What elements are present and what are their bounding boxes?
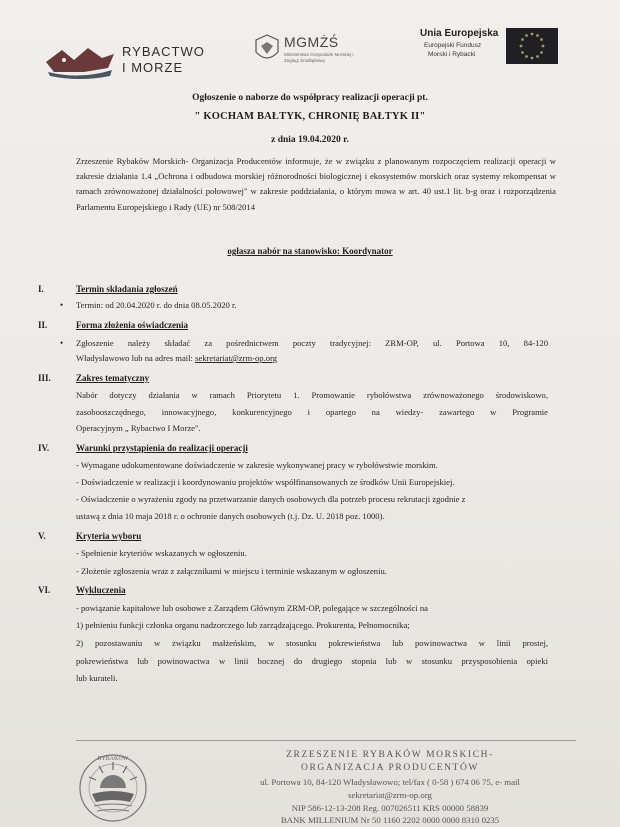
rybactwo-logo-line2: I MORZE [122,60,184,75]
email-link[interactable]: sekretariat@zrm-op.org [195,353,278,363]
footer-address: ul. Portowa 10, 84-120 Władysławowo; tel/fax ( 0-58 ) 674 06 75, e- mail [260,777,520,787]
ministry-emblem-icon [254,34,280,64]
section-line: 1) pełnieniu funkcji członka organu nadzorczego lub zarządzającego. Prokurenta, Pełnomocnika; [76,620,410,630]
section-number: V. [38,531,46,541]
ministry-logo-subtitle: Ministerstwo Gospodarki Morskiej i Żeglugi Śródlądowej [284,52,354,63]
position-announcement-text: ogłasza nabór na stanowisko: Koordynator [227,246,393,256]
section-line: - powiązanie kapitałowe lub osobowe z Zarządem Głównym ZRM-OP, polegające w szczególności na [76,603,428,613]
seal-sun-icon [70,748,156,824]
section-number: VI. [38,585,51,595]
section-line [76,353,277,363]
rybactwo-logo [44,38,234,86]
section-line: Nabór dotyczy działania w ramach Priorytetu 1. Promowanie rybołówstwa zrównoważonego środowiskowo, [76,390,548,400]
announcement-date: z dnia 19.04.2020 r. [271,135,349,145]
section-line: Operacyjnym „ Rybactwo I Morze". [76,423,201,433]
section-line: - Wymagane udokumentowane doświadczenie w zakresie wykonywanej pracy w rybołówstwie morskim. [76,460,438,470]
intro-paragraph: Zrzeszenie Rybaków Morskich- Organizacja Producentów informuje, że w związku z planowanym rozpoczęciem realizacji operacji w zakresie działania 1.4 „Ochrona i odbudowa morskiej różnorodności biologicznej i ekosystemów morskich oraz systemy rekompensat w ramach zrównoważonej działalności połowowej" w zakresie poddziałania, o którym mowa w art. 40 ust.1 lit. b-g oraz i rozporządzenia Parlamentu Europejskiego i Rady (UE) nr 508/2014 [76,156,556,212]
section-number: III. [38,373,51,383]
section-line: - Doświadczenie w realizacji i koordynowaniu projektów współfinansowanych ze środków Unii Europejskiej. [76,477,455,487]
section-bullet: Termin: od 20.04.2020 r. do dnia 08.05.2020 r. [76,300,237,310]
eu-logo-line2: Europejski Fundusz [424,42,482,49]
section-title: Warunki przystąpienia do realizacji operacji [76,443,248,453]
section-line: lub kurateli. [76,673,118,683]
section-title: Wykluczenia [76,585,126,595]
section-line: zasobooszczędnego, innowacyjnego, konkurencyjnego i opartego na wiedzy- zawartego w Programie [76,407,548,417]
footer-org-line2: ORGANIZACJA PRODUCENTÓW [301,763,479,773]
section-title: Termin składania zgłoszeń [76,284,178,294]
ministry-logo [254,32,364,76]
section-title: Forma złożenia oświadczenia [76,320,188,330]
section-line: Zgłoszenie należy składać za pośrednictwem poczty tradycyjnej: ZRM-OP, ul. Portowa 10, 84-120 [76,338,548,348]
footer-org-line1: ZRZESZENIE RYBAKÓW MORSKICH- [286,750,494,760]
eu-logo [414,28,594,78]
section-title: Kryteria wyboru [76,531,142,541]
footer-divider [76,740,576,741]
ministry-logo-name: MGMŻŚ [284,34,339,50]
fish-boat-icon [44,42,116,82]
bullet-icon: • [60,338,64,348]
bullet-icon: • [60,300,64,310]
section-line: - Oświadczenie o wyrażeniu zgody na przetwarzanie danych osobowych dla potrzeb procesu rekrutacji zgodnie z [76,494,466,504]
section-line: pokrewieństwa lub powinowactwa w linii bocznej do drugiego stopnia lub w stosunku przysposobienia opieki [76,656,548,666]
footer-email[interactable]: sekretariat@zrm-op.org [348,790,432,800]
project-title: " KOCHAM BAŁTYK, CHRONIĘ BAŁTYK II" [194,111,426,122]
seal-text: RYBAKÓW [97,756,129,762]
section-line: - Złożenie zgłoszenia wraz z załącznikami w miejscu i terminie wskazanym w ogłoszeniu. [76,566,387,576]
section-line: 2) pozostawaniu w związku małżeńskim, w stosunku pokrewieństwa lub powinowactwa w linii prostej, [76,638,548,648]
section-line: - Spełnienie kryteriów wskazanych w ogłoszeniu. [76,548,247,558]
association-seal [70,748,156,827]
eu-flag-icon [506,28,558,64]
announcement-heading: Ogłoszenie o naborze do współpracy realizacji operacji pt. [192,93,428,103]
eu-logo-title: Unia Europejska [420,28,499,39]
position-announcement [0,246,620,256]
section-line: ustawą z dnia 10 maja 2018 r. o ochronie danych osobowych (t.j. Dz. U. 2018 poz. 1000). [76,511,385,521]
section-number: IV. [38,443,50,453]
footer-registration: NIP 586-12-13-208 Reg. 007026511 KRS 00000 58839 [291,803,489,813]
footer-bank-account: BANK MILLENIUM Nr 50 1160 2202 0000 0000 8310 0235 [280,815,500,825]
section-line-prefix: Władysławowo lub na adres mail: [76,353,196,363]
section-number: II. [38,320,48,330]
eu-logo-line3: Morski i Rybacki [428,51,476,58]
rybactwo-logo-line1: RYBACTWO [122,44,205,59]
section-number: I. [38,284,44,294]
section-title: Zakres tematyczny [76,373,150,383]
